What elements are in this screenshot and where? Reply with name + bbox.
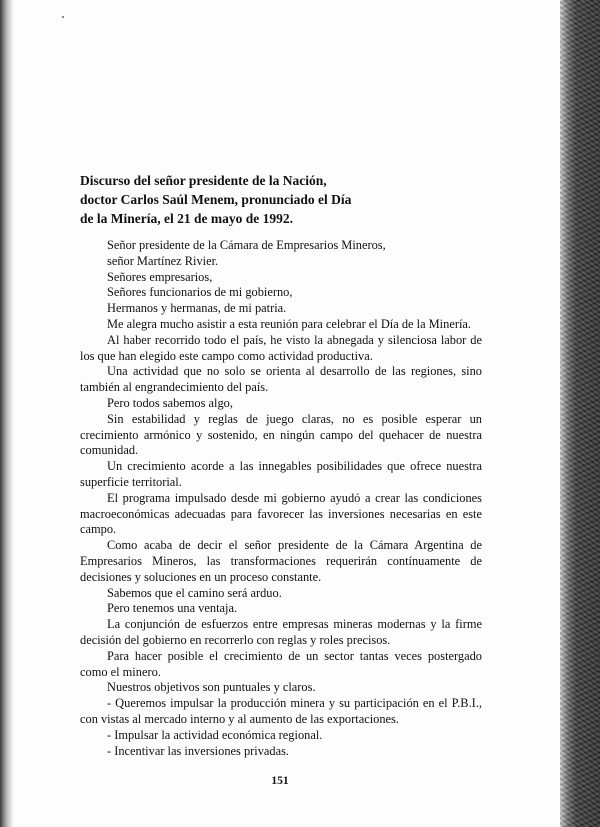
title-line: doctor Carlos Saúl Menem, pronunciado el Día — [80, 192, 352, 207]
title-line: Discurso del señor presidente de la Nación, — [80, 173, 327, 188]
page-number: 151 — [271, 775, 289, 787]
paragraph: La conjunción de esfuerzos entre empresas mineras modernas y la firme decisión del gobierno en recorrerlo con reglas y roles precisos. — [80, 617, 482, 647]
paragraph: Pero todos sabemos algo, — [107, 395, 233, 410]
paragraph: Un crecimiento acorde a las innegables posibilidades que ofrece nuestra superficie territorial. — [80, 459, 482, 489]
paragraph: Señor presidente de la Cámara de Empresarios Mineros, — [107, 238, 386, 252]
paragraph: Me alegra mucho asistir a esta reunión para celebrar el Día de la Minería. — [107, 316, 471, 331]
scan-right-edge — [560, 0, 600, 827]
scan-speck — [62, 16, 64, 18]
speech-body — [80, 238, 482, 759]
paragraph: - Incentivar las inversiones privadas. — [107, 743, 290, 758]
scan-left-edge — [0, 0, 14, 827]
paragraph: Señores funcionarios de mi gobierno, — [107, 285, 293, 300]
paragraph: Sabemos que el camino será arduo. — [107, 585, 282, 600]
paragraph: Como acaba de decir el señor presidente de la Cámara Argentina de Empresarios Mineros, las transformaciones requerirán contínuamente de decisiones y soluciones en un proceso constante. — [80, 538, 482, 584]
title-line: de la Minería, el 21 de mayo de 1992. — [80, 211, 293, 226]
paragraph: Una actividad que no solo se orienta al desarrollo de las regiones, sino también al engrandecimiento del país. — [80, 364, 482, 395]
paragraph: Señores empresarios, — [107, 269, 213, 284]
paragraph: Hermanos y hermanas, de mi patria. — [107, 301, 287, 316]
paragraph: señor Martínez Rivier. — [107, 253, 219, 268]
paragraph: Al haber recorrido todo el país, he visto la abnegada y silenciosa labor de los que han elegido este campo como actividad productiva. — [80, 332, 482, 363]
paragraph: - Queremos impulsar la producción minera y su participación en el P.B.I., con vistas al mercado interno y al aumento de las exportaciones. — [80, 696, 482, 726]
speech-title — [80, 171, 500, 228]
paragraph: Pero tenemos una ventaja. — [107, 601, 238, 616]
paragraph: Para hacer posible el crecimiento de un sector tantas veces postergado como el minero. — [80, 648, 482, 679]
paragraph: Nuestros objetivos son puntuales y claros. — [107, 680, 316, 695]
paragraph: - Impulsar la actividad económica regional. — [107, 727, 323, 742]
paragraph: El programa impulsado desde mi gobierno ayudó a crear las condiciones macroeconómicas adecuadas para favorecer las inversiones necesarias en este campo. — [80, 490, 482, 537]
paragraph: Sin estabilidad y reglas de juego claras, no es posible esperar un crecimiento armónico y sostenido, en ningún campo del quehacer de nuestra comunidad. — [80, 411, 482, 458]
